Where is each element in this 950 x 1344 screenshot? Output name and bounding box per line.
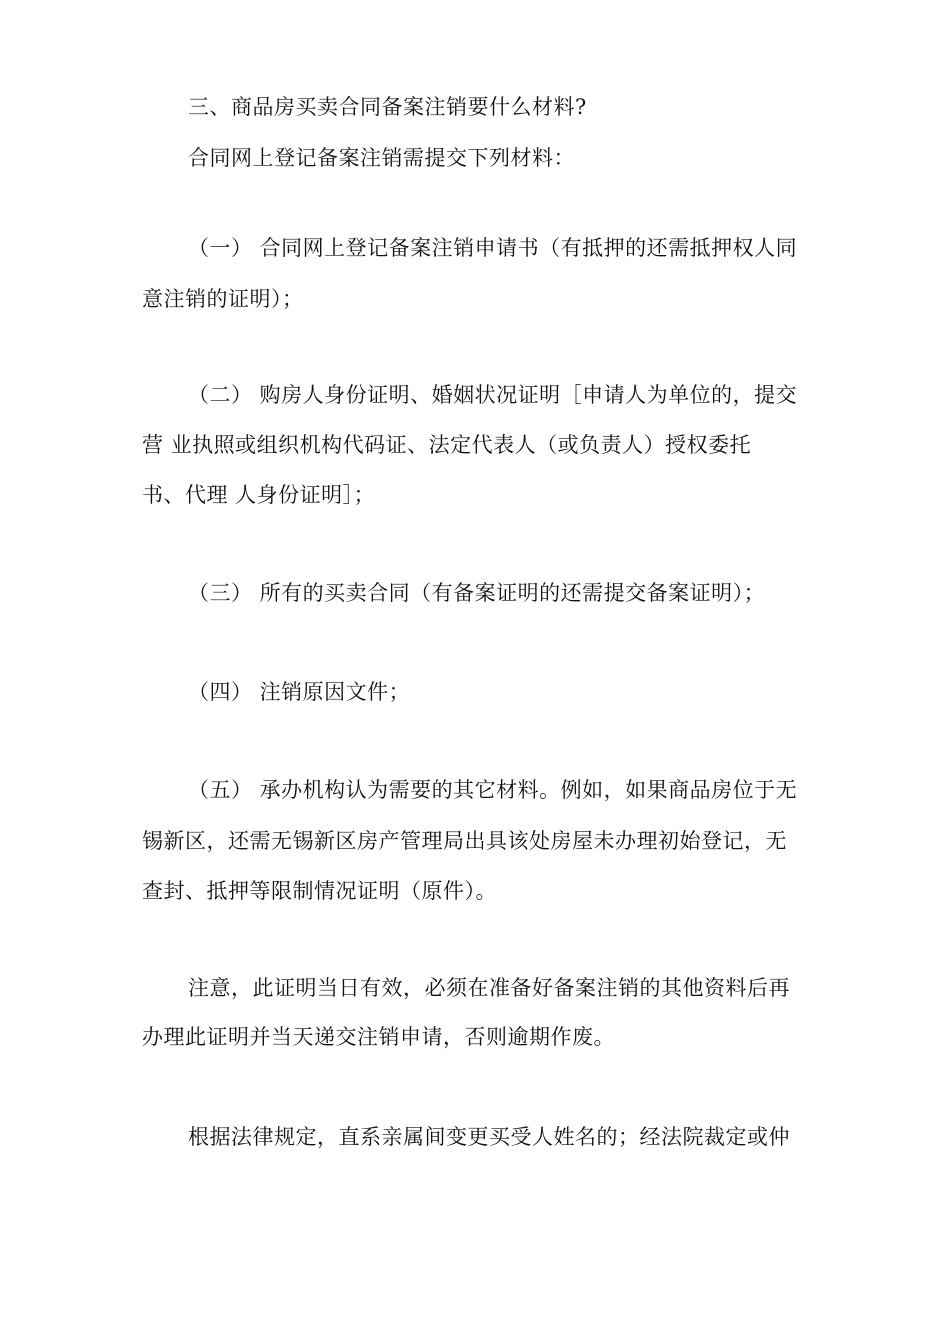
item-2-line-3: 书、代理 人身份证明］； (142, 483, 376, 507)
item-4-line-1: （四） 注销原因文件； (188, 680, 411, 704)
item-1-line-2: 意注销的证明）； (142, 287, 304, 311)
note-line-2: 办理此证明并当天递交注销申请，否则逾期作废。 (142, 1025, 615, 1049)
item-3-line-1: （三） 所有的买卖合同（有备案证明的还需提交备案证明）； (188, 581, 766, 605)
item-2-line-1: （二） 购房人身份证明、婚姻状况证明［申请人为单位的，提交 (188, 383, 798, 407)
item-5-line-3: 查封、抵押等限制情况证明（原件）。 (142, 879, 497, 903)
intro-text: 合同网上登记备案注销需提交下列材料： (188, 146, 575, 170)
note-line-1: 注意，此证明当日有效，必须在准备好备案注销的其他资料后再 (188, 976, 790, 1000)
law-line-1: 根据法律规定，直系亲属间变更买受人姓名的；经法院裁定或仲 (188, 1125, 790, 1149)
item-5-line-1: （五） 承办机构认为需要的其它材料。例如，如果商品房位于无 (188, 778, 798, 802)
item-2-line-2: 营 业执照或组织机构代码证、法定代表人（或负责人）授权委托 (142, 433, 752, 457)
item-1-line-1: （一） 合同网上登记备案注销申请书（有抵押的还需抵押权人同 (188, 236, 798, 260)
section-heading: 三、商品房买卖合同备案注销要什么材料? (188, 95, 587, 119)
item-5-line-2: 锡新区，还需无锡新区房产管理局出具该处房屋未办理初始登记，无 (142, 829, 787, 853)
